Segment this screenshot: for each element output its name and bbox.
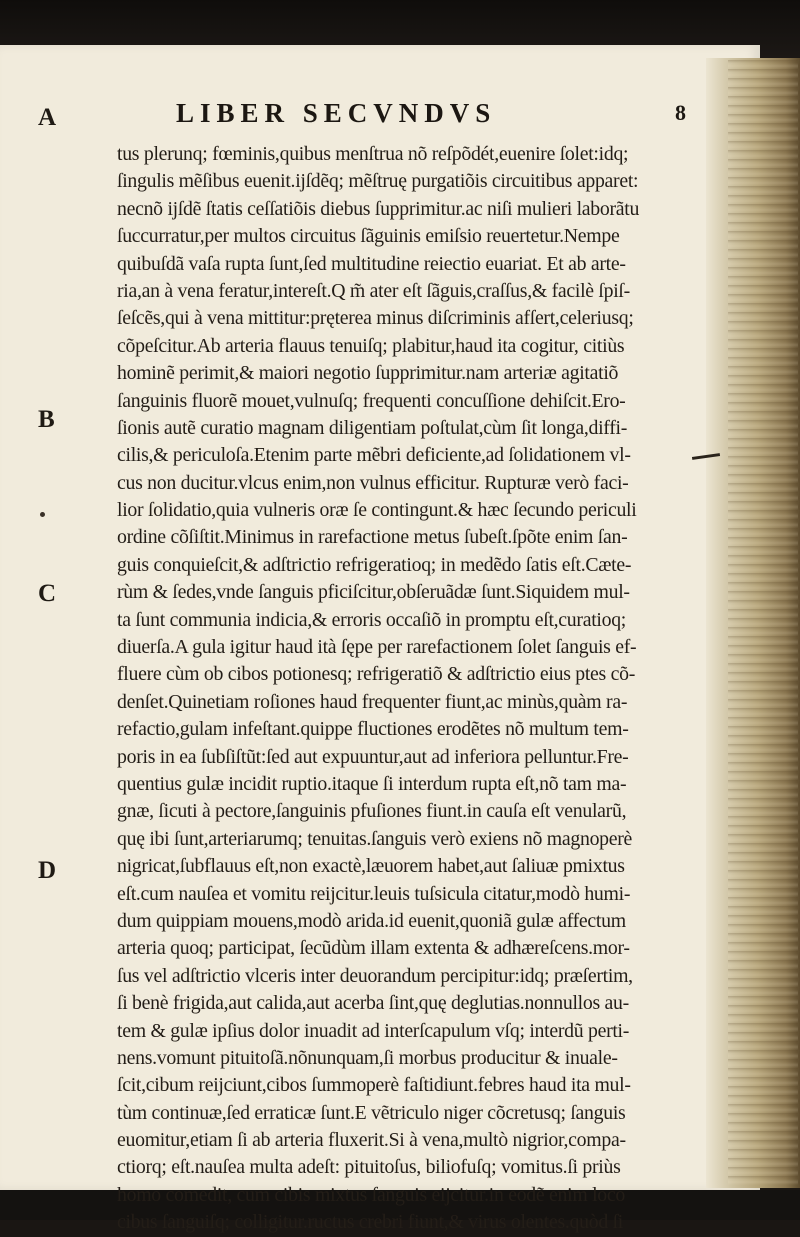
text-line: cus non ducitur.vlcus enim,non vulnus efficitur. Rupturæ verò faci- (117, 471, 629, 494)
text-line: ſuccurratur,per multos circuitus ſãguinis emiſsio reuertetur.Nempe (117, 225, 620, 248)
text-line: ria,an à vena feratur,intereſt.Q m̃ ater eſt ſãguis,craſſus,& facilè ſpiſ- (117, 279, 630, 302)
text-line: denſet.Quinetiam roſiones haud frequenter fiunt,ac minùs,quàm ra- (117, 690, 628, 713)
running-title: LIBER SECVNDVS (176, 97, 497, 128)
text-line: tem & gulæ ipſius dolor inuadit ad interſcapulum vſq; interdũ perti- (117, 1019, 630, 1042)
margin-letter-c: C (38, 580, 57, 607)
text-line: quentius gulæ incidit ruptio.itaque ſi interdum rupta eſt,nõ tam ma- (117, 772, 627, 795)
text-line: ſeſcẽs,qui à vena mittitur:pręterea minus diſcriminis afſert,celeriusq; (117, 307, 634, 330)
text-line: ſingulis mẽſibus euenit.ijſdẽq; mẽſtruę purgatiõis circuitibus apparet: (117, 170, 639, 193)
text-line: homo comedit, cum cibis mixtus ſanguis eijcitur.in eodẽ enim loco (117, 1183, 626, 1206)
text-line: ctiorq; eſt.nauſea multa adeſt: pituitoſus, biliofuſq; vomitus.ſi priùs (117, 1156, 621, 1179)
text-line: eſt.cum nauſea et vomitu reijcitur.leuis tuſsicula citatur,modò humi- (117, 882, 631, 905)
text-line: euomitur,etiam ſi ab arteria fluxerit.Si à vena,multò nigrior,compa- (117, 1129, 626, 1152)
page-number: 8 (675, 100, 686, 125)
page-edge-texture (728, 60, 798, 1185)
text-line: ta ſunt communia indicia,& erroris occaſiõ in promptu eſt,curatioq; (117, 608, 627, 631)
ink-spot (40, 512, 45, 517)
text-line: cilis,& periculoſa.Etenim parte mẽbri deficiente,ad ſolidationem vl- (117, 444, 631, 467)
text-line: nens.vomunt pituitoſã.nõnunquam,ſi morbus producitur & inuale- (117, 1046, 618, 1069)
running-header (176, 95, 686, 131)
text-line: necnõ ijſdẽ ſtatis ceſſatiõis diebus ſupprimitur.ac niſi mulieri laborãtu (117, 197, 640, 220)
text-line: hominẽ perimit,& maiori negotio ſupprimitur.nam arteriæ agitatiõ (117, 362, 619, 385)
text-line: arteria quoq; participat, ſecũdùm illam extenta & adhæreſcens.mor- (117, 937, 630, 960)
margin-letter-b: B (38, 406, 55, 433)
text-line: ordine cõſiſtit.Minimus in rarefactione metus ſubeſt.ſpõte enim ſan- (117, 526, 628, 549)
text-line: ſus vel adſtrictio vlceris inter deuorandum percipitur:idq; præſertim, (117, 964, 633, 987)
margin-letter-d: D (38, 857, 57, 884)
text-line: poris in ea ſubſiſtũt:ſed aut expuuntur,aut ad inferiora pelluntur.Fre- (117, 745, 629, 768)
text-line: guis conquieſcit,& adſtrictio refrigeratioq; in medẽdo ſatis eſt.Cæte- (117, 553, 632, 576)
text-line: ſi benè frigida,aut calida,aut acerba ſint,quę deglutias.nonnullos au- (117, 992, 629, 1015)
text-line: gnæ, ſicuti à pectore,ſanguinis pfuſiones fiunt.in cauſa eſt venularũ, (117, 800, 627, 823)
text-line: quibuſdã vaſa rupta ſunt,ſed multitudine reiectio euariat. Et ab arte- (117, 252, 626, 275)
body-text (117, 141, 713, 1237)
text-line: ſionis autẽ curatio magnam diligentiam poſtulat,cùm ſit longa,diffi- (117, 416, 628, 439)
text-line: diuerſa.A gula igitur haud ità ſępe per rarefactionem ſolet ſanguis ef- (117, 636, 637, 659)
text-line: fluere cùm ob cibos potionesq; refrigeratiõ & adſtrictio eius ptes cõ- (117, 663, 635, 686)
text-line: cõpeſcitur.Ab arteria flauus tenuiſq; plabitur,haud ita cogitur, citiùs (117, 334, 625, 357)
text-line: nigricat,ſubflauus eſt,non exactè,læuorem habet,aut ſaliuæ pmixtus (117, 855, 625, 878)
text-line: ſanguinis fluorẽ mouet,vulnuſq; frequenti concuſſione dehiſcit.Ero- (117, 389, 626, 412)
text-line: cibus ſanguiſq; colligitur.ructus crebri fiunt,& virus olentes.quòd ſi (117, 1211, 623, 1234)
text-line: rùm & ſedes,vnde ſanguis pficiſcitur,obſeruãdæ ſunt.Siquidem mul- (117, 581, 630, 604)
text-line: tùm continuæ,ſed erraticæ ſunt.E vẽtriculo niger cõcretusq; ſanguis (117, 1101, 626, 1124)
text-line: tus plerunq; fœminis,quibus menſtrua nõ reſpõdét,euenire ſolet:idq; (117, 143, 629, 165)
text-line: lior ſolidatio,quia vulneris oræ ſe contingunt.& hæc ſecundo periculi (117, 499, 637, 522)
text-line: refactio,gulam infeſtant.quippe fluctiones erodẽtes nõ multum tem- (117, 718, 629, 741)
text-line: dum quippiam mouens,modò arida.id euenit,quoniã gulæ affectum (117, 909, 626, 932)
margin-letter-a: A (38, 104, 57, 131)
text-line: ſcit,cibum reijciunt,cibos ſummoperè faſtidiunt.febres haud ita mul- (117, 1074, 631, 1097)
text-line: quę ibi ſunt,arteriarumq; tenuitas.ſanguis verò exiens nõ magnoperè (117, 827, 633, 850)
